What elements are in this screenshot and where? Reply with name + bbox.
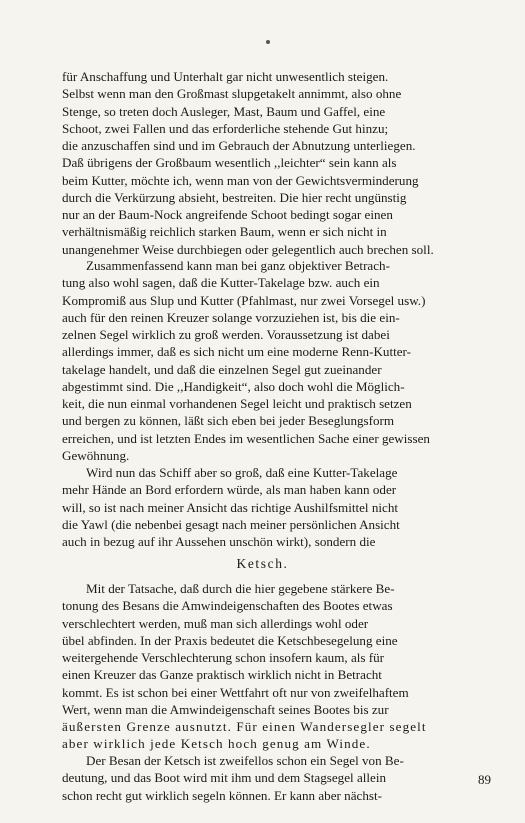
line-text: Wird nun das Schiff aber so groß, daß eine Kutter-Takelage bbox=[86, 465, 398, 480]
text-line bbox=[62, 137, 500, 154]
text-line bbox=[62, 666, 500, 683]
text-line bbox=[62, 395, 500, 412]
line-text: einen Kreuzer das Ganze praktisch wirklich nicht in Betracht bbox=[62, 667, 382, 683]
paragraph-1 bbox=[62, 68, 500, 258]
text-line bbox=[62, 649, 500, 666]
text-line bbox=[62, 343, 500, 360]
paragraph-3 bbox=[62, 464, 500, 550]
text-line bbox=[62, 701, 500, 718]
text-line bbox=[62, 684, 500, 701]
paragraph-4 bbox=[62, 580, 500, 753]
line-text: Wert, wenn man die Amwindeigenschaft seines Bootes bis zur bbox=[62, 701, 389, 717]
line-text: äußersten Grenze ausnutzt. Für einen Wandersegler segelt bbox=[62, 719, 427, 734]
line-text: schon recht gut wirklich segeln können. Er kann aber nächst- bbox=[62, 787, 382, 803]
text-line bbox=[62, 309, 500, 326]
text-line bbox=[62, 769, 500, 786]
line-text: Der Besan der Ketsch ist zweifellos schon ein Segel von Be- bbox=[86, 753, 404, 768]
line-text: allerdings immer, daß es sich nicht um eine moderne Renn-Kutter- bbox=[62, 344, 412, 360]
text-line bbox=[62, 533, 500, 550]
line-text: Schoot, zwei Fallen und das erforderliche stehende Gut hinzu; bbox=[62, 120, 389, 136]
text-line bbox=[62, 735, 500, 752]
text-line bbox=[62, 257, 500, 274]
text-line bbox=[62, 361, 500, 378]
text-line bbox=[62, 787, 500, 804]
text-line bbox=[62, 241, 500, 258]
line-text: durch die Verkürzung absieht, bestreiten. Die hier recht ungünstig bbox=[62, 189, 407, 205]
line-text: nur an der Baum-Nock angreifende Schoot bedingt sogar einen bbox=[62, 207, 393, 222]
line-text: takelage handelt, und daß die einzelnen Segel gut zueinander bbox=[62, 361, 382, 377]
line-text: Mit der Tatsache, daß durch die hier gegebene stärkere Be- bbox=[86, 581, 395, 596]
text-line bbox=[62, 68, 500, 85]
text-line bbox=[62, 172, 500, 189]
line-text: die anzuschaffen sind und im Gebrauch der Abnutzung unterliegen. bbox=[62, 138, 416, 153]
text-line bbox=[62, 481, 500, 498]
line-text: tonung des Besans die Amwindeigenschaften des Bootes etwas bbox=[62, 598, 393, 614]
section-heading: Ketsch. bbox=[236, 556, 289, 571]
line-text: aber wirklich jede Ketsch hoch genug am Winde. bbox=[62, 736, 371, 752]
text-line bbox=[62, 718, 500, 735]
paragraph-5 bbox=[62, 752, 500, 804]
text-line bbox=[62, 223, 500, 240]
line-text: Selbst wenn man den Großmast slupgetakelt annimmt, also ohne bbox=[62, 86, 402, 102]
line-text: weitergehende Verschlechterung schon insofern kaum, als für bbox=[62, 650, 385, 665]
text-line bbox=[62, 430, 500, 447]
text-line bbox=[62, 154, 500, 171]
text-line bbox=[62, 752, 500, 769]
line-text: auch für den reinen Kreuzer solange vorzuziehen ist, bis die ein- bbox=[62, 309, 400, 325]
text-line bbox=[62, 447, 500, 464]
line-text: die Yawl (die nebenbei gesagt nach meiner persönlichen Ansicht bbox=[62, 516, 400, 532]
text-line bbox=[62, 292, 500, 309]
paragraph-2 bbox=[62, 257, 500, 464]
line-text: keit, die nun einmal vorhandenen Segel leicht und praktisch setzen bbox=[62, 396, 412, 411]
line-text: mehr Hände an Bord erfordern würde, als man haben kann oder bbox=[62, 482, 397, 498]
line-text: Zusammenfassend kann man bei ganz objektiver Betrach- bbox=[86, 258, 390, 273]
line-text: kommt. Es ist schon bei einer Wettfahrt oft nur von zweifelhaftem bbox=[62, 684, 409, 700]
text-line bbox=[62, 189, 500, 206]
text-line bbox=[62, 85, 500, 102]
line-text: deutung, und das Boot wird mit ihm und dem Stagsegel allein bbox=[62, 770, 387, 786]
line-text: Stenge, so treten doch Ausleger, Mast, Baum und Gaffel, eine bbox=[62, 103, 386, 119]
line-text: zelnen Segel wirklich zu groß werden. Voraussetzung ist dabei bbox=[62, 327, 390, 342]
line-text: Daß übrigens der Großbaum wesentlich ,,leichter“ sein kann als bbox=[62, 155, 397, 171]
text-line bbox=[62, 326, 500, 343]
text-line bbox=[62, 464, 500, 481]
text-line bbox=[62, 615, 500, 632]
page-number: 89 bbox=[478, 772, 491, 787]
line-text: Kompromiß aus Slup und Kutter (Pfahlmast, nur zwei Vorsegel usw.) bbox=[62, 292, 426, 308]
text-line bbox=[62, 103, 500, 120]
line-text: Gewöhnung. bbox=[62, 447, 130, 463]
line-text: und bergen zu können, läßt sich eben bei jeder Beseglungsform bbox=[62, 413, 395, 429]
text-line bbox=[62, 580, 500, 597]
text-line bbox=[62, 499, 500, 516]
line-text: für Anschaffung und Unterhalt gar nicht unwesentlich steigen. bbox=[62, 69, 389, 84]
line-text: verhältnismäßig reichlich starken Baum, wenn er sich nicht in bbox=[62, 224, 387, 240]
text-line bbox=[62, 597, 500, 614]
line-text: verschlechtert werden, muß man sich allerdings wohl oder bbox=[62, 615, 369, 631]
text-line bbox=[62, 516, 500, 533]
line-text: beim Kutter, möchte ich, wenn man von der Gewichtsverminderung bbox=[62, 172, 419, 188]
line-text: erreichen, und ist letzten Endes im wesentlichen Sache einer gewissen bbox=[62, 430, 430, 446]
line-text: tung also wohl sagen, daß die Kutter-Takelage bzw. auch ein bbox=[62, 275, 380, 291]
text-line bbox=[62, 632, 500, 649]
line-text: unangenehmer Weise durchbiegen oder gelegentlich auch brechen soll. bbox=[62, 241, 434, 257]
line-text: abgestimmt sind. Die ,,Handigkeit“, also doch wohl die Möglich- bbox=[62, 378, 405, 394]
ink-speck bbox=[266, 40, 270, 44]
text-line bbox=[62, 120, 500, 137]
text-line bbox=[62, 378, 500, 395]
line-text: will, so ist nach meiner Ansicht das richtige Aushilfsmittel nicht bbox=[62, 499, 399, 515]
line-text: auch in bezug auf ihr Aussehen unschön wirkt), sondern die bbox=[62, 534, 376, 549]
text-line bbox=[62, 274, 500, 291]
line-text: übel abfinden. In der Praxis bedeutet die Ketschbesegelung eine bbox=[62, 632, 398, 648]
text-line bbox=[62, 412, 500, 429]
text-line bbox=[62, 206, 500, 223]
